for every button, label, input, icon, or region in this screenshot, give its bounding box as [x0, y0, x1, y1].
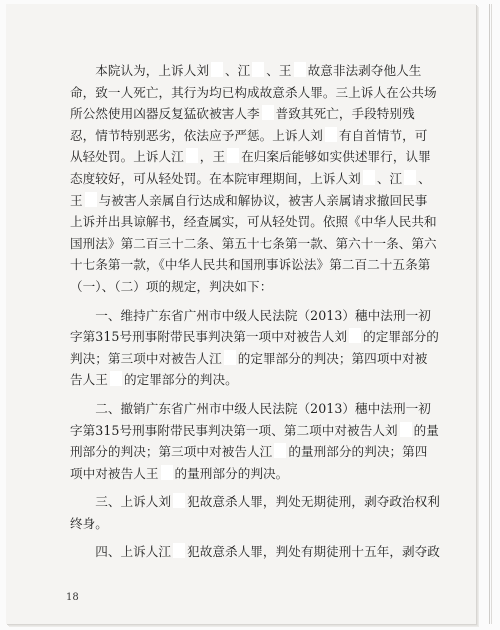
- redaction-mark: [211, 62, 223, 77]
- text-segment: 的量刑部分的判决。: [174, 465, 289, 481]
- paragraph-judgment-item-2: [70, 398, 440, 484]
- text-segment: 的定罪部分的判决；第四项中对被告人王: [70, 350, 428, 388]
- page-edge-shadow: [489, 4, 490, 624]
- redaction-mark: [252, 62, 264, 77]
- text-segment: 、王: [70, 170, 431, 208]
- text-segment: 、王: [266, 63, 292, 78]
- text-segment: 一、维持广东省广州市中级人民法院（2013）穗中法刑一初字第315号刑事附带民事判决第一项中对被告人刘: [70, 307, 431, 345]
- redaction-mark: [274, 443, 286, 458]
- redaction-mark: [363, 170, 375, 185]
- redaction-mark: [224, 350, 236, 365]
- text-segment: 的量刑部分的判决；第四项中对被告人王: [70, 444, 428, 481]
- paragraph-court-opinion: [70, 60, 440, 298]
- redaction-mark: [325, 127, 337, 142]
- redaction-mark: [110, 371, 122, 386]
- paragraph-judgment-item-3: [70, 491, 440, 534]
- redaction-mark: [173, 543, 185, 558]
- redaction-mark: [349, 328, 361, 343]
- text-segment: 的定罪部分的判决。: [123, 372, 238, 388]
- text-segment: 普致其死亡，手段特别残忍，情节特别恶劣，依法应予严惩。上诉人刘: [70, 106, 415, 143]
- paragraph-judgment-item-4: [70, 541, 440, 563]
- text-segment: 与被害人亲属自行达成和解协议，被害人亲属请求撤回民事上诉并出具谅解书，经查属实，可从轻处罚。依照《中华人民共和国刑法》第二百三十二条、第五十七条第一款、第六十一条、第六十七条第一款，《中华人民共和国刑事诉讼法》第二百二十五条第（一）、（二）项的规定，判决如下：: [70, 192, 437, 294]
- text-segment: 在归案后能够如实供述罪行，认罪态度较好，可从轻处罚。在本院审理期间，上诉人刘: [70, 149, 431, 186]
- paragraph-judgment-item-1: [70, 305, 440, 391]
- text-segment: 的量刑部分的判决；第三项中对被告人江: [70, 422, 439, 460]
- text-segment: 犯故意杀人罪，判处有期徒刑十五年，剥夺政: [187, 544, 440, 560]
- redaction-mark: [262, 105, 274, 120]
- judgment-text-body: [70, 60, 440, 563]
- text-segment: 故意非法剥夺他人生命，致一人死亡，其行为均已构成故意杀人罪。三上诉人在公共场所公然使用凶器反复猛砍被害人李: [70, 63, 437, 122]
- text-segment: 三、上诉人刘: [95, 494, 172, 510]
- redaction-mark: [404, 170, 416, 185]
- redaction-mark: [85, 192, 97, 207]
- text-segment: 、江: [376, 170, 403, 186]
- text-segment: 四、上诉人江: [95, 544, 172, 560]
- text-segment: 、江: [224, 63, 251, 78]
- redaction-mark: [186, 148, 198, 163]
- redaction-mark: [173, 493, 185, 508]
- redaction-mark: [161, 465, 173, 480]
- text-segment: ，王: [199, 149, 226, 165]
- text-segment: 本院认为，上诉人刘: [95, 63, 209, 78]
- redaction-mark: [400, 422, 412, 437]
- text-segment: 犯故意杀人罪，判处无期徒刑，剥夺政治权利终身。: [70, 494, 440, 531]
- page-number: 18: [66, 592, 79, 603]
- text-segment: 的定罪部分的判决；第三项中对被告人江: [70, 329, 439, 366]
- redaction-mark: [227, 148, 239, 163]
- text-segment: 二、撤销广东省广州市中级人民法院（2013）穗中法刑一初字第315号刑事附带民事判决第一项、第二项中对被告人刘: [70, 400, 431, 438]
- redaction-mark: [294, 62, 306, 77]
- text-segment: 有自首情节，可从轻处罚。上诉人江: [70, 127, 428, 165]
- page-edge-shadow: [491, 4, 492, 624]
